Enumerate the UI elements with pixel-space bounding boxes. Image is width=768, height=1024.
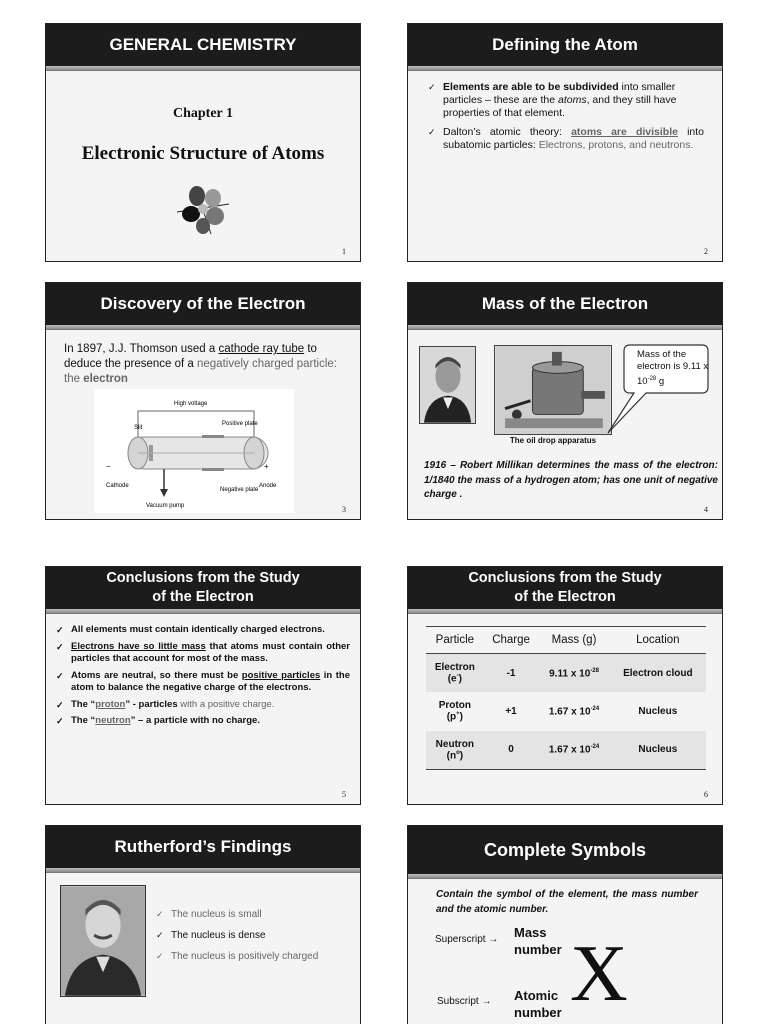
bullet-list bbox=[428, 81, 704, 152]
slide-title: Defining the Atom bbox=[408, 24, 722, 66]
intro-text: Contain the symbol of the element, the mass number and the atomic number. bbox=[436, 889, 698, 915]
bullet-text: Dalton’s atomic theory: bbox=[443, 126, 572, 138]
column-header: Charge bbox=[484, 627, 539, 654]
title-rule bbox=[408, 66, 722, 71]
callout-unit: g bbox=[656, 376, 665, 388]
table-row bbox=[426, 731, 706, 770]
location-cell: Electron cloud bbox=[623, 667, 693, 679]
body-text: to deduce the presence of a bbox=[64, 343, 317, 370]
charge-cell: +1 bbox=[505, 705, 517, 717]
slide-6 bbox=[407, 566, 723, 805]
slide-title: Discovery of the Electron bbox=[46, 283, 360, 325]
label-slit: Slit bbox=[134, 425, 143, 431]
title-rule bbox=[408, 325, 722, 330]
bullet-item bbox=[56, 624, 350, 637]
element-symbol: X bbox=[570, 930, 628, 1018]
bullet-text: into smaller particles – these are the bbox=[443, 81, 676, 106]
slide-title: Complete Symbols bbox=[408, 826, 722, 874]
slide-number: 6 bbox=[704, 790, 708, 799]
bullet-text: ” - particles bbox=[125, 698, 181, 710]
bullet-text: atoms are divisible bbox=[571, 126, 678, 138]
label-high-voltage: High voltage bbox=[174, 401, 208, 407]
cathode-ray-tube-diagram bbox=[94, 389, 294, 513]
image-caption: The oil drop apparatus bbox=[509, 436, 597, 445]
bullet-text: The nucleus is dense bbox=[171, 930, 266, 941]
label-minus: − bbox=[106, 462, 111, 471]
slide-4 bbox=[407, 282, 723, 520]
superscript-label: Superscript → bbox=[435, 934, 499, 945]
millikan-text: 1916 – Robert Millikan determines the mass of the electron: 1/1840 the mass of a hydrogen atom; has one unit of negative charge . bbox=[424, 460, 718, 500]
bullet-text: , and they still have properties of that element. bbox=[443, 94, 677, 119]
bullet-text: The nucleus is small bbox=[171, 909, 262, 920]
slide-2 bbox=[407, 23, 723, 262]
bullet-text: Electrons have so little mass bbox=[71, 640, 206, 652]
bullet-item bbox=[428, 81, 704, 120]
charge-cell: 0 bbox=[484, 731, 539, 770]
title-rule bbox=[46, 868, 360, 873]
bullet-list bbox=[56, 624, 350, 728]
slide-title: Rutherford’s Findings bbox=[46, 826, 360, 868]
bullet-text: into subatomic particles: bbox=[443, 126, 704, 151]
bullet-item bbox=[156, 950, 318, 963]
body-text: cathode ray tube bbox=[218, 343, 305, 355]
millikan-portrait-image bbox=[419, 346, 476, 424]
slide-title bbox=[46, 567, 360, 609]
rutherford-portrait-image bbox=[60, 885, 146, 997]
label-cathode: Cathode bbox=[106, 483, 129, 489]
slide-body-text bbox=[64, 342, 338, 387]
bullet-text: with a positive charge. bbox=[180, 698, 275, 710]
particle-cell: Proton (p+) bbox=[438, 700, 471, 723]
slide-8 bbox=[407, 825, 723, 1024]
bullet-list bbox=[156, 908, 318, 963]
chapter-label: Chapter 1 bbox=[172, 106, 234, 121]
bullet-text: proton bbox=[95, 698, 126, 710]
bullet-text: that atoms must contain other particles that account for most of the mass. bbox=[71, 640, 350, 664]
mass-cell: 1.67 x $10^{-24}$ bbox=[548, 705, 600, 718]
chapter-subtitle: Electronic Structure of Atoms bbox=[81, 143, 325, 164]
title-rule bbox=[46, 609, 360, 614]
bullet-text: The nucleus is positively charged bbox=[171, 951, 319, 962]
callout-text: Mass of the electron is 9.11 x 10 bbox=[637, 349, 709, 388]
bullet-text: positive particles bbox=[241, 669, 321, 681]
bullet-text: atoms bbox=[557, 94, 587, 106]
slide-number: 1 bbox=[342, 247, 346, 256]
body-text: In 1897, J.J. Thomson used a bbox=[64, 343, 219, 355]
slide-title bbox=[408, 567, 722, 609]
table-header-row bbox=[426, 627, 706, 654]
bullet-item bbox=[156, 908, 318, 921]
bullet-text: Electrons, protons, and neutrons. bbox=[538, 139, 694, 151]
bullet-text: All elements must contain identically charged electrons. bbox=[71, 624, 325, 635]
title-line: Conclusions from the Study bbox=[106, 570, 300, 586]
bullet-text: The “ bbox=[71, 698, 96, 710]
atomic-number-label: Atomic number bbox=[514, 988, 562, 1020]
title-rule bbox=[46, 325, 360, 330]
bullet-item bbox=[156, 929, 318, 942]
slide-3 bbox=[45, 282, 361, 520]
bullet-item bbox=[56, 670, 350, 695]
column-header: Mass (g) bbox=[538, 627, 609, 654]
location-cell: Nucleus bbox=[610, 731, 706, 770]
slide-5 bbox=[45, 566, 361, 805]
speech-bubble-text bbox=[637, 349, 717, 388]
slide-title: Mass of the Electron bbox=[408, 283, 722, 325]
slide-number: 3 bbox=[342, 505, 346, 514]
mass-cell: 9.11 x $10^{-28}$ bbox=[549, 667, 599, 679]
slide-title: GENERAL CHEMISTRY bbox=[46, 24, 360, 66]
slide-number: 5 bbox=[342, 790, 346, 799]
body-text: electron bbox=[83, 373, 128, 385]
location-cell: Nucleus bbox=[638, 705, 678, 717]
atom-orbital-icon bbox=[173, 182, 233, 238]
slide-7 bbox=[45, 825, 361, 1024]
slide-1 bbox=[45, 23, 361, 262]
bullet-text: neutron bbox=[95, 715, 131, 726]
title-line: of the Electron bbox=[514, 589, 616, 605]
column-header: Particle bbox=[426, 627, 484, 654]
table-row bbox=[426, 692, 706, 730]
bullet-text: The “ bbox=[71, 715, 96, 726]
slide-number: 2 bbox=[704, 247, 708, 256]
label-plus: + bbox=[264, 462, 269, 471]
callout-exponent: -28 bbox=[647, 376, 657, 382]
oil-drop-apparatus-image bbox=[494, 345, 612, 435]
title-line: of the Electron bbox=[152, 589, 254, 605]
bullet-text: in the atom to balance the negative charge of the electrons. bbox=[71, 669, 350, 693]
particle-cell: Neutron $(n^o)$ bbox=[426, 731, 484, 770]
bullet-text: ” – a particle with no charge. bbox=[130, 715, 260, 726]
subscript-label: Subscript → bbox=[437, 996, 492, 1007]
particle-table bbox=[426, 626, 706, 770]
particle-cell: Electron (e-) bbox=[434, 662, 475, 685]
bullet-item bbox=[56, 699, 350, 712]
body-text: negatively charged particle: the bbox=[64, 358, 337, 385]
label-vacuum-pump: Vacuum pump bbox=[146, 503, 185, 509]
charge-cell: -1 bbox=[506, 667, 516, 679]
bullet-text: Elements are able to be subdivided bbox=[443, 81, 619, 93]
title-rule bbox=[46, 66, 360, 71]
title-rule bbox=[408, 609, 722, 614]
mass-number-label: Mass number bbox=[514, 925, 562, 957]
column-header: Location bbox=[610, 627, 706, 654]
label-anode: Anode bbox=[259, 483, 277, 489]
title-line: Conclusions from the Study bbox=[468, 570, 662, 586]
bullet-text: Atoms are neutral, so there must be bbox=[71, 669, 242, 681]
bullet-item bbox=[56, 641, 350, 666]
title-rule bbox=[408, 874, 722, 879]
mass-cell: 1.67 x $10^{-24}$ bbox=[538, 731, 609, 770]
label-negative-plate: Negative plate bbox=[220, 487, 259, 493]
bullet-item bbox=[56, 715, 350, 728]
label-positive-plate: Positive plate bbox=[222, 421, 258, 427]
slide-number: 4 bbox=[704, 505, 708, 514]
table-row bbox=[426, 654, 706, 693]
bullet-item bbox=[428, 126, 704, 152]
